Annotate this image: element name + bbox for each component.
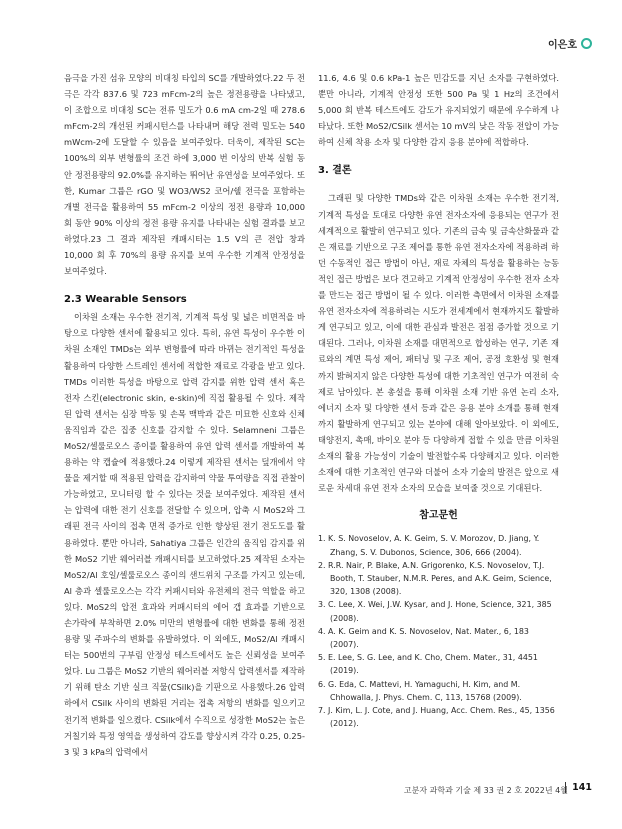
paragraph: 11.6, 4.6 및 0.6 kPa-1 높은 민감도를 지닌 소자를 구현하였다. 뿐만 아니라, 기계적 안정성 또한 500 Pa 및 1 Hz의 조건에서 5,000 회 반복 테스트에도 감도가 유지되었기 때문에 우수하게 나타났다. 또한 MoS2/CSilk 센서는 10 mV의 낮은 작동 전압이 가능하여 신체 착용 소자 및 다양한 감지 응용 분야에 적합하다. [318, 73, 560, 148]
section-title: 2.3 Wearable Sensors [64, 294, 187, 306]
journal-footer: 고분자 과학과 기술 제 33 권 2 호 2022년 4월 [403, 786, 568, 795]
reference-item: 7. J. Kim, L. J. Cote, and J. Huang, Acc. Chem. Res., 45, 1356 (2012). [318, 705, 555, 729]
reference-item: 6. G. Eda, C. Mattevi, H. Yamaguchi, H. Kim, and M. Chhowalla, J. Phys. Chem. C, 113, 15768 (2009). [318, 679, 522, 702]
paragraph: 그래핀 및 다양한 TMDs와 같은 이차원 소재는 우수한 전기적, 기계적 특성을 토대로 다양한 유연 전자소자에 응용되는 연구가 전세계적으로 활발히 연구되고 있다. 기존의 금속 및 금속산화물과 같은 재료를 기반으로 구조 제어를 통한 유연 전자소자에 적용하려 하던 수동적인 접근 방법이 아닌, 재료 자체의 특성을 활용하는 능동적인 접근 방법은 보다 견고하고 기계적 안정성이 우수한 전자 소자를 만드는 접근 방법이 될 수 있다. 이러한 측면에서 이차원 소재를 유연 전자소자에 적용하려는 시도가 전세계에서 현재까지도 활발하게 연구되고 있고, 이에 대한 관심과 발전은 점점 증가할 것으로 기대된다. 그러나, 이차원 소재를 대면적으로 합성하는 연구, 기존 재료와의 계면 특성 제어, 패터닝 및 구조 제어, 공정 호환성 및 현재까지 밝혀지지 않은 다양한 특성에 대한 기초적인 연구가 여전히 숙제로 남아있다. 본 총설을 통해 이차원 소재 기반 유연 논리 소자, 에너지 소자 및 다양한 센서 등과 같은 응용 분야 소개를 통해 현재까지 활발하게 연구되고 있는 분야에 대해 알아보았다. 이 외에도, 태양전지, 촉매, 바이오 분야 등 다양하게 접할 수 있을 만큼 이차원 소재의 활용 가능성이 기술이 발전할수록 다양해지고 있다. 이러한 소재에 대한 기초적인 연구와 더불어 소자 기술의 발전은 앞으로 새로운 차세대 유연 전자 소자의 모습을 보여줄 것으로 기대된다. [318, 193, 559, 494]
right-column [318, 70, 559, 730]
references-title: 참고문헌 [419, 510, 458, 522]
reference-item: 2. R.R. Nair, P. Blake, A.N. Grigorenko, K.S. Novoselov, T.J. Booth, T. Stauber, N.M.R. Peres, and A.K. Geim, Science, 320, 1308 (2008). [318, 560, 552, 597]
section-title: 3. 결론 [318, 165, 352, 177]
left-column [64, 70, 305, 760]
author-name: 이은호 [548, 40, 577, 51]
reference-item: 1. K. S. Novoselov, A. K. Geim, S. V. Morozov, D. Jiang, Y. Zhang, S. V. Dubonos, Science, 306, 666 (2004). [318, 534, 540, 557]
paragraph: 이차원 소재는 우수한 전기적, 기계적 특성 및 넓은 비면적을 바탕으로 다양한 센서에 활용되고 있다. 특히, 유연 특성이 우수한 이차원 소재인 TMDs는 외부 변형률에 따라 바뀌는 전기적인 특성을 활용하여 다양한 스트레인 센서에 적합한 재료로 각광을 받고 있다. TMDs 이러한 특성을 바탕으로 압력 감지를 위한 압력 센서 혹은 전자 스킨(electronic skin, e-skin)에 직접 활용될 수 있다. 제작된 압력 센서는 심장 박동 및 손목 맥박과 같은 미묘한 신호와 신체 움직임과 같은 집중 신호를 감지할 수 있다. Selamneni 그룹은 MoS2/셀룰로오스 종이를 활용하여 유연 압력 센서를 개발하여 복용하는 약 캡슐에 적용했다.24 이렇게 제작된 센서는 덮개에서 약물을 제거할 때 적용된 압력을 감지하여 약물 투여량을 직접 관찰이 가능하였고, 모니터링 할 수 있다는 것을 보여주었다. 제작된 센서는 압력에 대한 전기 신호를 전달할 수 있으며, 압축 시 MoS2와 그래핀 전극 사이의 접촉 면적 증가로 인한 향상된 전기 전도도를 활용하였다. 뿐만 아니라, Sahatiya 그룹은 인간의 움직임 감지를 위한 MoS2 기반 웨어러블 캐패시터를 보고하였다.25 제작된 소자는 MoS2/Al 호일/셀룰로오스 종이의 샌드위치 구조를 가지고 있는데, Al 층과 셀룰로오스는 각각 커패시터와 유전체의 전극 역할을 하고 있다. MoS2의 압전 효과와 커패시터의 에어 갭 효과를 기반으로 손가락에 부착하면 2.0% 미만의 변형률에 대한 변화를 통해 정전 용량 및 주파수의 변화를 유발하였다. 이 외에도, MoS2/Al 캐패시터는 500번의 구부림 안정성 테스트에서도 높은 신뢰성을 보여주었다. Lu 그룹은 MoS2 기반의 웨어러블 저항식 압력센서를 제작하기 위해 탄소 기반 실크 직물(CSilk)을 기판으로 사용했다.26 압력 하에서 CSilk 사이의 변화된 거리는 접촉 저항의 변화를 일으키고 전기적 변화를 일으켰다. CSilk에서 수직으로 성장한 MoS2는 높은 거칠기와 특정 영역을 생성하여 감도를 향상시켜 각각 0.25, 0.25-3 및 3 kPa의 압력에서 [64, 312, 305, 757]
page-number: 141 [565, 782, 592, 793]
reference-item: 4. A. K. Geim and K. S. Novoselov, Nat. Mater., 6, 183 (2007). [318, 626, 529, 649]
page-header [548, 36, 592, 51]
reference-item: 5. E. Lee, S. G. Lee, and K. Cho, Chem. Mater., 31, 4451 (2019). [318, 653, 538, 676]
circle-icon [581, 38, 592, 49]
reference-item: 3. C. Lee, X. Wei, J.W. Kysar, and J. Hone, Science, 321, 385 (2008). [318, 600, 552, 623]
paragraph: 음극을 가진 섬유 모양의 비대칭 타입의 SC를 개발하였다.22 두 전극은 각각 837.6 및 723 mFcm-2의 높은 정전용량을 나타냈고, 이 조합으로 비대칭 SC는 전류 밀도가 0.6 mA cm-2일 때 278.6 mFcm-2의 개선된 커패시턴스를 나타내며 해당 전력 밀도는 540 mWcm-2에 도달할 수 있음을 보여주었다. 더욱이, 제작된 SC는 100%의 외부 변형률의 조건 하에 3,000 번 이상의 반복 실험 동안 정전용량의 92.0%를 유지하는 뛰어난 유연성을 보여주었다. 또한, Kumar 그룹은 rGO 및 WO3/WS2 코어/쉘 전극을 포함하는 개별 전극을 활용하여 55 mFcm-2 이상의 정전 용량과 10,000 회 동안 90% 이상의 정전 용량 유지를 나타내는 실험 결과를 보고하였다.23 그 결과 제작된 캐패시터는 1.5 V의 큰 전압 창과 10,000 회 후 70%의 용량 유지를 보여 우수한 기계적 안정성을 보여주었다. [64, 73, 305, 277]
references-list [318, 532, 559, 730]
